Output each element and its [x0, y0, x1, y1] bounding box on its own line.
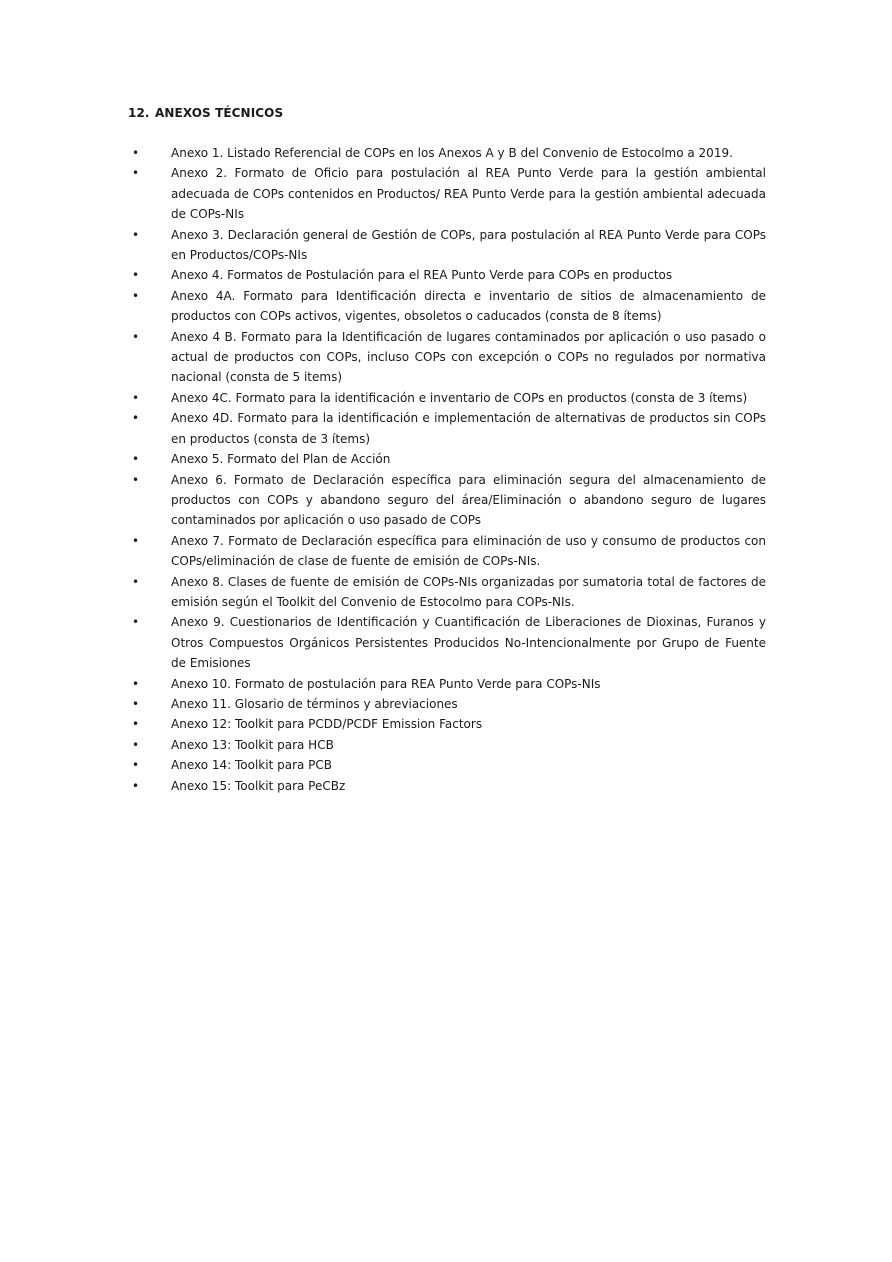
annex-text: Anexo 8. Clases de fuente de emisión de COPs-NIs organizadas por sumatoria total de factores de emisión según el Toolkit del Convenio de Estocolmo para COPs-NIs. — [171, 574, 766, 609]
annex-text: Anexo 4C. Formato para la identificación e inventario de COPs en productos (consta de 3 ítems) — [171, 390, 748, 405]
annex-text: Anexo 10. Formato de postulación para REA Punto Verde para COPs-NIs — [171, 676, 601, 691]
list-item — [128, 143, 766, 163]
bullet-icon: • — [132, 737, 140, 752]
annex-text: Anexo 14: Toolkit para PCB — [171, 758, 333, 773]
list-item — [128, 714, 766, 734]
list-item — [128, 612, 766, 673]
bullet-icon: • — [132, 411, 140, 426]
bullet-icon: • — [132, 574, 140, 589]
list-item — [128, 531, 766, 572]
list-item — [128, 449, 766, 469]
list-item — [128, 388, 766, 408]
annex-text: Anexo 4D. Formato para la identificación e implementación de alternativas de productos sin COPs en productos (consta de 3 ítems) — [171, 411, 766, 446]
list-item — [128, 327, 766, 388]
list-item — [128, 470, 766, 531]
annex-text: Anexo 4. Formatos de Postulación para el REA Punto Verde para COPs en productos — [171, 268, 673, 283]
bullet-icon: • — [132, 329, 140, 344]
bullet-icon: • — [132, 615, 140, 630]
annex-text: Anexo 4A. Formato para Identificación directa e inventario de sitios de almacenamiento de productos con COPs activos, vigentes, obsoletos o caducados (consta de 8 ítems) — [171, 288, 766, 324]
annex-text: Anexo 9. Cuestionarios de Identificación y Cuantificación de Liberaciones de Dioxinas, Furanos y Otros Compuestos Orgánicos Persistentes Producidos No-Intencionalmente por Grupo de Fuente de Emisiones — [171, 615, 766, 671]
bullet-icon: • — [132, 472, 140, 487]
list-item — [128, 735, 766, 755]
bullet-icon: • — [132, 758, 140, 773]
bullet-icon: • — [132, 166, 140, 181]
section-number: 12. — [128, 106, 150, 120]
annex-text: Anexo 7. Formato de Declaración específica para eliminación de uso y consumo de productos con COPs/eliminación de clase de fuente de emisión de COPs-NIs. — [171, 533, 766, 569]
annex-text: Anexo 12: Toolkit para PCDD/PCDF Emission Factors — [171, 717, 483, 732]
list-item — [128, 286, 766, 327]
section-title: ANEXOS TÉCNICOS — [155, 106, 284, 120]
annex-text: Anexo 2. Formato de Oficio para postulación al REA Punto Verde para la gestión ambiental adecuada de COPs contenidos en Productos/ REA Punto Verde para la gestión ambiental adecuada de COPs-NIs — [171, 166, 766, 222]
annex-list — [128, 143, 766, 796]
list-item — [128, 776, 766, 796]
bullet-icon: • — [132, 227, 140, 242]
annex-text: Anexo 11. Glosario de términos y abreviaciones — [171, 696, 458, 711]
list-item — [128, 225, 766, 266]
annex-text: Anexo 4 B. Formato para la Identificación de lugares contaminados por aplicación o uso pasado o actual de productos con COPs, incluso COPs con excepción o COPs no regulados por normativa nacional (consta de 5 items) — [171, 329, 766, 385]
bullet-icon: • — [132, 268, 140, 283]
bullet-icon: • — [132, 390, 140, 405]
bullet-icon: • — [132, 288, 140, 303]
bullet-icon: • — [132, 533, 140, 548]
list-item — [128, 408, 766, 449]
bullet-icon: • — [132, 696, 140, 711]
annex-text: Anexo 3. Declaración general de Gestión de COPs, para postulación al REA Punto Verde para COPs en Productos/COPs-NIs — [171, 227, 766, 263]
annex-text: Anexo 6. Formato de Declaración específica para eliminación segura del almacenamiento de productos con COPs y abandono seguro del área/Eliminación o abandono seguro de lugares contaminados por aplicación o uso pasado de COPs — [171, 472, 766, 528]
bullet-icon: • — [132, 676, 140, 691]
list-item — [128, 674, 766, 694]
list-item — [128, 572, 766, 613]
list-item — [128, 694, 766, 714]
list-item — [128, 163, 766, 224]
annex-text: Anexo 13: Toolkit para HCB — [171, 737, 334, 752]
bullet-icon: • — [132, 717, 140, 732]
section-heading — [128, 106, 283, 120]
list-item — [128, 755, 766, 775]
list-item — [128, 265, 766, 285]
annex-text: Anexo 1. Listado Referencial de COPs en los Anexos A y B del Convenio de Estocolmo a 2019. — [171, 146, 733, 160]
bullet-icon: • — [132, 778, 140, 793]
bullet-icon: • — [132, 452, 140, 467]
annex-text: Anexo 5. Formato del Plan de Acción — [171, 452, 391, 467]
bullet-icon: • — [132, 146, 140, 160]
annex-text: Anexo 15: Toolkit para PeCBz — [171, 778, 346, 793]
